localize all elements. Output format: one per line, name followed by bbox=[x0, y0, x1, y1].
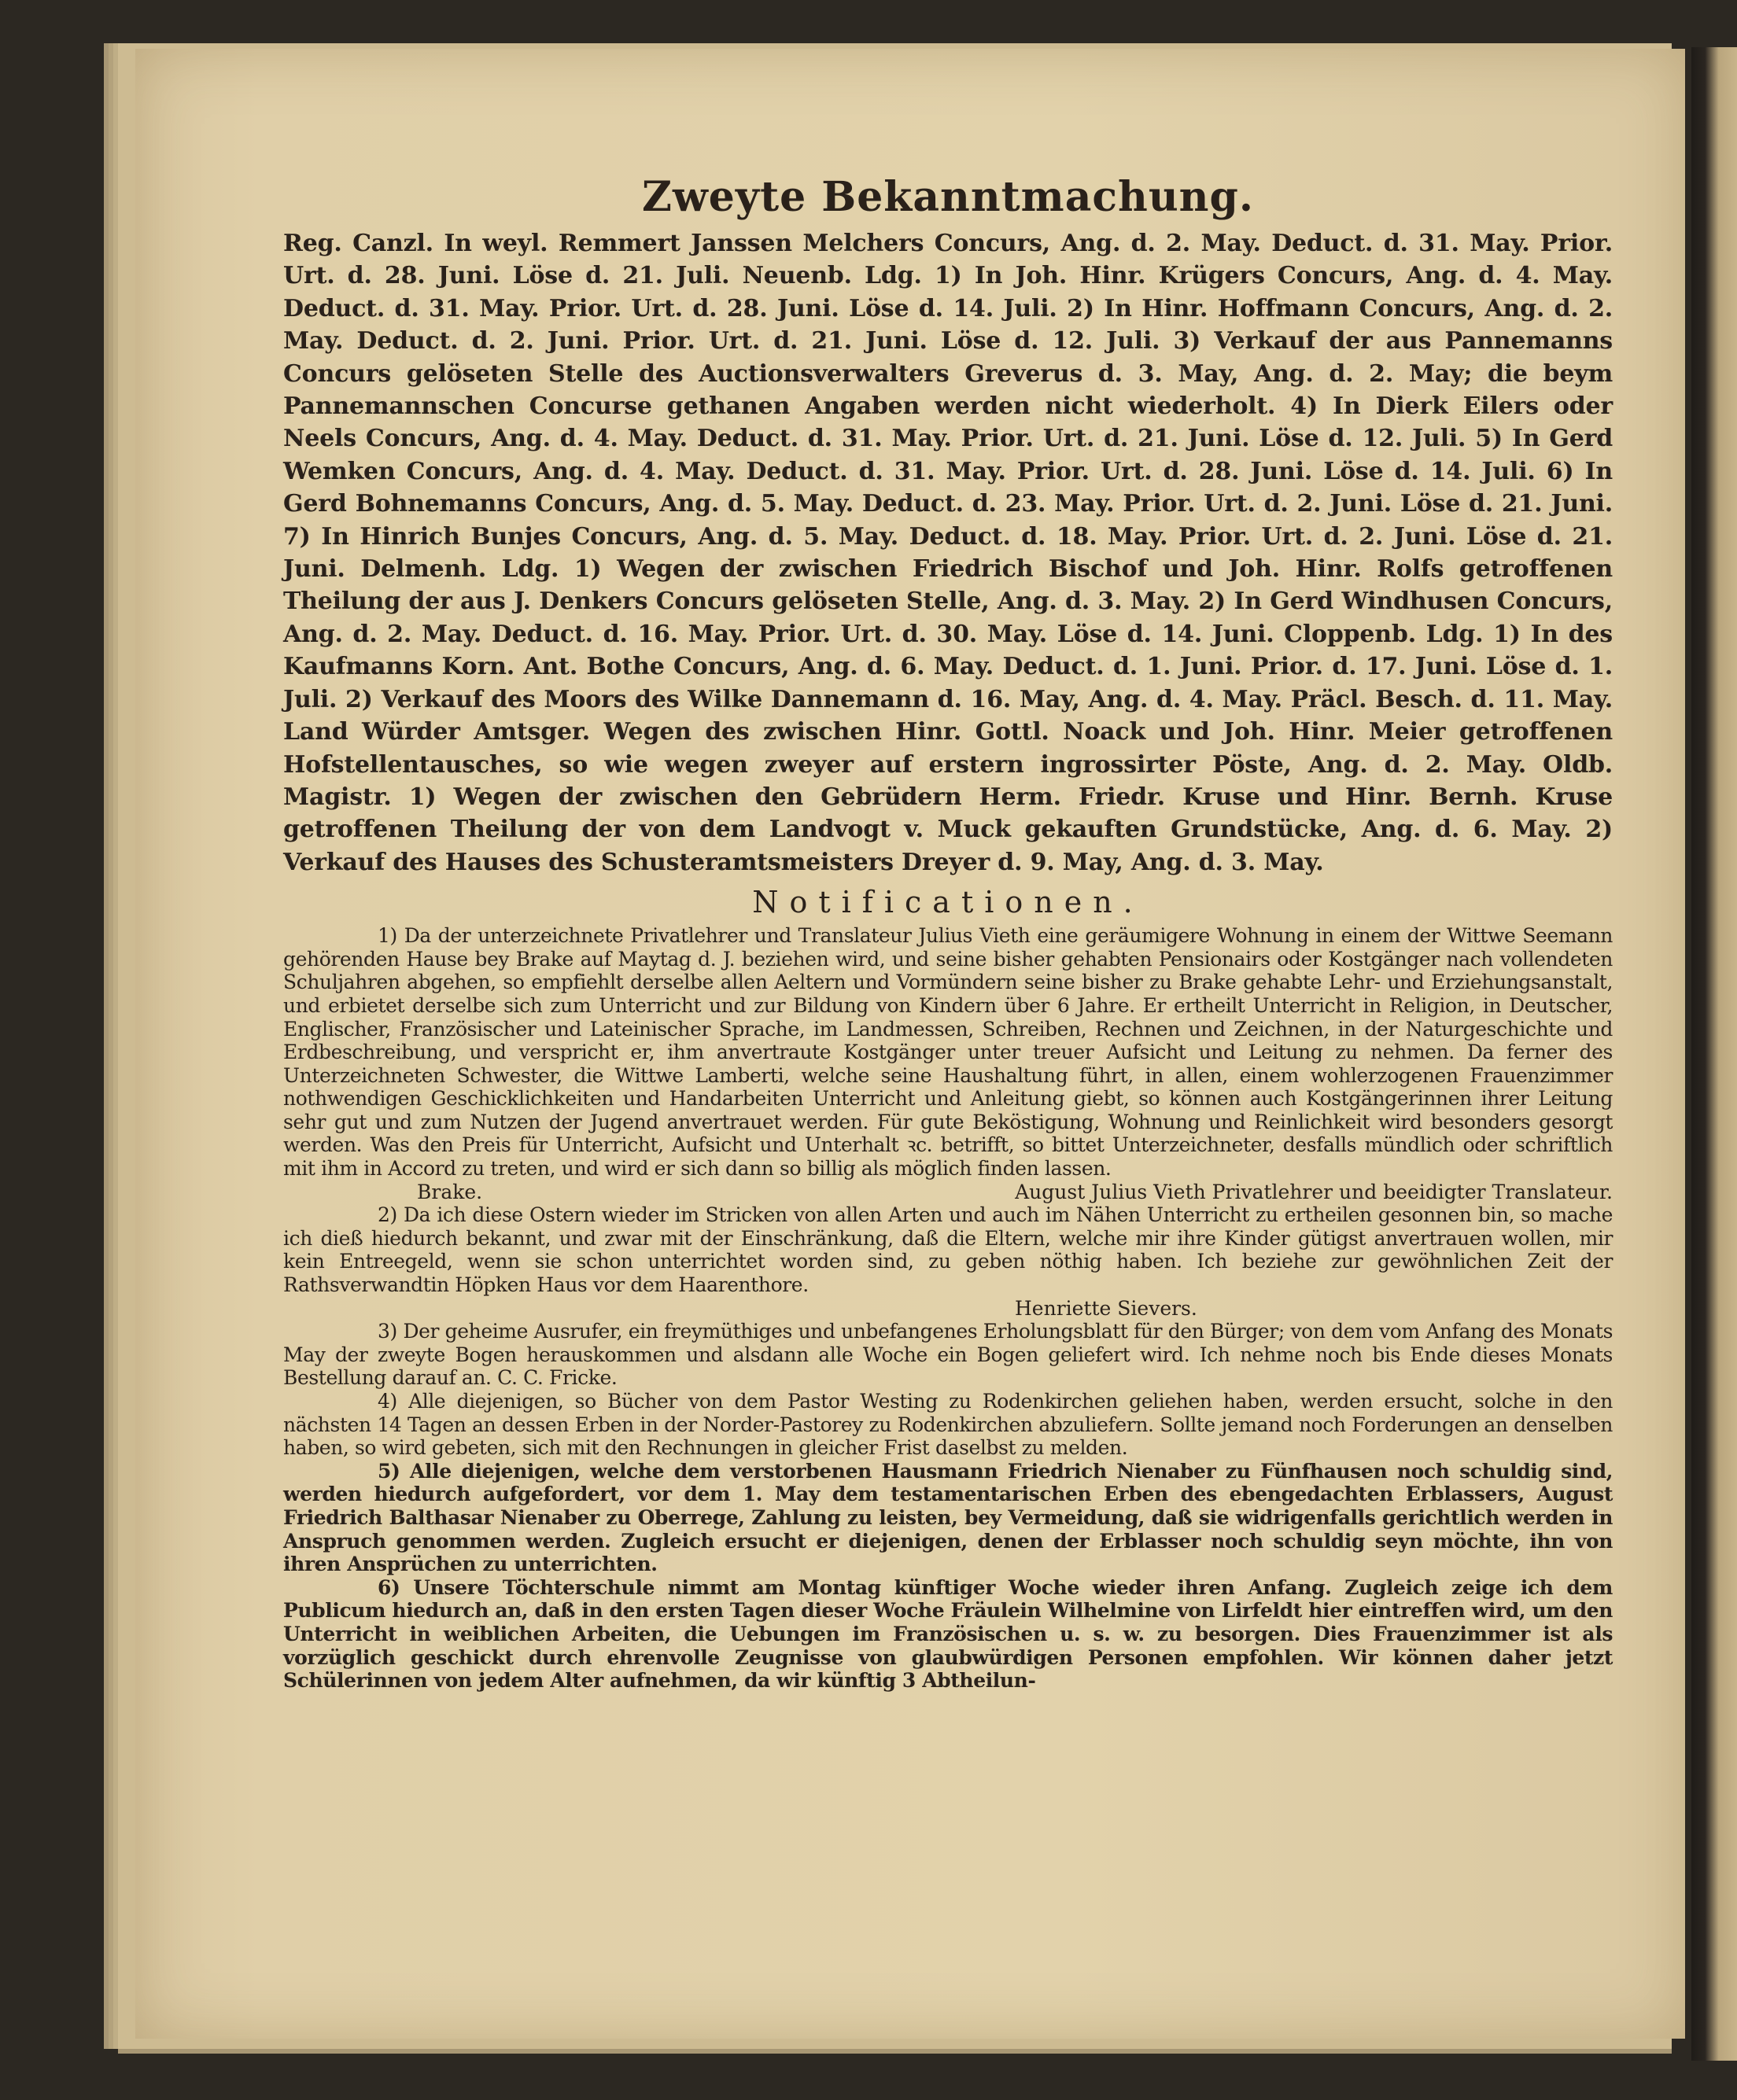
notification-1: 1) Da der unterzeichnete Privatlehrer und Translateur Julius Vieth eine geräumigere Wohnung in einem der Wittwe Seemann gehörenden Hause bey Brake auf Maytag d. J. beziehen wird, und seine bisher gehabten Pensionairs oder Kostgänger nach vollendeten Schuljahren abgehen, so empfiehlt derselbe allen Aeltern und Vormündern seine bisher zu Brake gehabte Lehr- und Erziehungsanstalt, und erbietet derselbe sich zum Unterricht und zur Bildung von Kindern über 6 Jahre. Er ertheilt Unterricht in Religion, in Deutscher, Englischer, Französischer und Lateinischer Sprache, im Landmessen, Schreiben, Rechnen und Zeichnen, in der Naturgeschichte und Erdbeschreibung, und verspricht er, ihm anvertraute Kostgänger unter treuer Aufsicht und Leitung zu nehmen. Da ferner des Unterzeichneten Schwester, die Wittwe Lamberti, welche seine Haushaltung führt, in allen, einem wohlerzogenen Frauenzimmer nothwendigen Geschicklichkeiten und Handarbeiten Unterricht und Anleitung giebt, so können auch Kostgängerinnen ihrer Leitung sehr gut und zum Nutzen der Jugend anvertrauet werden. Für gute Beköstigung, Wohnung und Reinlichkeit wird besonders gesorgt werden. Was den Preis für Unterricht, Aufsicht und Unterhalt ꝛc. betrifft, so bittet Unterzeichneter, desfalls mündlich oder schriftlich mit ihm in Accord zu treten, und wird er sich dann so billig als möglich finden lassen. bbox=[283, 924, 1613, 1181]
notification-1-place: Brake. bbox=[417, 1180, 483, 1203]
court-announcements: Reg. Canzl. In weyl. Remmert Janssen Melchers Concurs, Ang. d. 2. May. Deduct. d. 31. May. Prior. Urt. d. 28. Juni. Löse d. 21. Juli. Neuenb. Ldg. 1) In Joh. Hinr. Krügers Concurs, Ang. d. 4. May. Deduct. d. 31. May. Prior. Urt. d. 28. Juni. Löse d. 14. Juli. 2) In Hinr. Hoffmann Concurs, Ang. d. 2. May. Deduct. d. 2. Juni. Prior. Urt. d. 21. Juni. Löse d. 12. Juli. 3) Verkauf der aus Pannemanns Concurs gelöseten Stelle des Auctionsverwalters Greverus d. 3. May, Ang. d. 2. May; die beym Pannemannschen Concurse gethanen Angaben werden nicht wiederholt. 4) In Dierk Eilers oder Neels Concurs, Ang. d. 4. May. Deduct. d. 31. May. Prior. Urt. d. 21. Juni. Löse d. 12. Juli. 5) In Gerd Wemken Concurs, Ang. d. 4. May. Deduct. d. 31. May. Prior. Urt. d. 28. Juni. Löse d. 14. Juli. 6) In Gerd Bohnemanns Concurs, Ang. d. 5. May. Deduct. d. 23. May. Prior. Urt. d. 2. Juni. Löse d. 21. Juni. 7) In Hinrich Bunjes Concurs, Ang. d. 5. May. Deduct. d. 18. May. Prior. Urt. d. 2. Juni. Löse d. 21. Juni. Delmenh. Ldg. 1) Wegen der zwischen Friedrich Bischof und Joh. Hinr. Rolfs getroffenen Theilung der aus J. Denkers Concurs gelöseten Stelle, Ang. d. 3. May. 2) In Gerd Windhusen Concurs, Ang. d. 2. May. Deduct. d. 16. May. Prior. Urt. d. 30. May. Löse d. 14. Juni. Cloppenb. Ldg. 1) In des Kaufmanns Korn. Ant. Bothe Concurs, Ang. d. 6. May. Deduct. d. 1. Juni. Prior. d. 17. Juni. Löse d. 1. Juli. 2) Verkauf des Moors des Wilke Dannemann d. 16. May, Ang. d. 4. May. Präcl. Besch. d. 11. May. Land Würder Amtsger. Wegen des zwischen Hinr. Gottl. Noack und Joh. Hinr. Meier getroffenen Hofstellentausches, so wie wegen zweyer auf erstern ingrossirter Pöste, Ang. d. 2. May. Oldb. Magistr. 1) Wegen der zwischen den Gebrüdern Herm. Friedr. Kruse und Hinr. Bernh. Kruse getroffenen Theilung der von dem Landvogt v. Muck gekauften Grundstücke, Ang. d. 6. May. 2) Verkauf des Hauses des Schusteramtsmeisters Dreyer d. 9. May, Ang. d. 3. May. bbox=[283, 230, 1613, 876]
page-content bbox=[283, 173, 1613, 1998]
notifications-heading: Notificationen. bbox=[752, 885, 1144, 920]
notification-2: 2) Da ich diese Ostern wieder im Stricken von allen Arten und auch im Nähen Unterricht zu ertheilen gesonnen bin, so mache ich dieß hiedurch bekannt, und zwar mit der Einschränkung, daß die Eltern, welche mir ihre Kinder gütigst anvertrauen wollen, mir kein Entreegeld, wenn sie schon unterrichtet worden sind, zu geben nöthig haben. Ich beziehe zur gewöhnlichen Zeit der Rathsverwandtin Höpken Haus vor dem Haarenthore. bbox=[283, 1203, 1613, 1297]
notification-4: 4) Alle diejenigen, so Bücher von dem Pastor Westing zu Rodenkirchen geliehen haben, werden ersucht, solche in den nächsten 14 Tagen an dessen Erben in der Norder-Pastorey zu Rodenkirchen abzuliefern. Sollte jemand noch Forderungen an denselben haben, so wird gebeten, sich mit den Rechnungen in gleicher Frist daselbst zu melden. bbox=[283, 1390, 1613, 1460]
notification-3: 3) Der geheime Ausrufer, ein freymüthiges und unbefangenes Erholungsblatt für den Bürger; von dem vom Anfang des Monats May der zweyte Bogen herauskommen und alsdann alle Woche ein Bogen geliefert wird. Ich nehme noch bis Ende dieses Monats Bestellung darauf an. C. C. Fricke. bbox=[283, 1320, 1613, 1390]
notification-1-signature: August Julius Vieth Privatlehrer und beeidigter Translateur. bbox=[1015, 1180, 1613, 1203]
notification-1-signature-row bbox=[283, 1181, 1613, 1204]
book-gutter bbox=[1691, 47, 1737, 2061]
notification-2-signature: Henriette Sievers. bbox=[1015, 1296, 1197, 1320]
notification-6: 6) Unsere Töchterschule nimmt am Montag künftiger Woche wieder ihren Anfang. Zugleich zeige ich dem Publicum hiedurch an, daß in den ersten Tagen dieser Woche Fräulein Wilhelmine von Lirfeldt hier eintreffen wird, um den Unterricht in weiblichen Arbeiten, die Uebungen im Französischen u. s. w. zu besorgen. Dies Frauenzimmer ist als vorzüglich geschickt durch ehrenvolle Zeugnisse von glaubwürdigen Personen empfohlen. Wir können daher jetzt Schülerinnen von jedem Alter aufnehmen, da wir künftig 3 Abtheilun- bbox=[283, 1575, 1613, 1693]
notification-5: 5) Alle diejenigen, welche dem verstorbenen Hausmann Friedrich Nienaber zu Fünfhausen noch schuldig sind, werden hiedurch aufgefordert, vor dem 1. May dem testamentarischen Erben des ebengedachten Erblassers, August Friedrich Balthasar Nienaber zu Oberrege, Zahlung zu leisten, bey Vermeidung, daß sie widrigenfalls gerichtlich werden in Anspruch genommen werden. Zugleich ersucht er diejenigen, denen der Erblasser noch schuldig seyn möchte, ihn von ihren Ansprüchen zu unterrichten. bbox=[283, 1459, 1613, 1576]
page-title: Zweyte Bekanntmachung. bbox=[642, 173, 1254, 221]
